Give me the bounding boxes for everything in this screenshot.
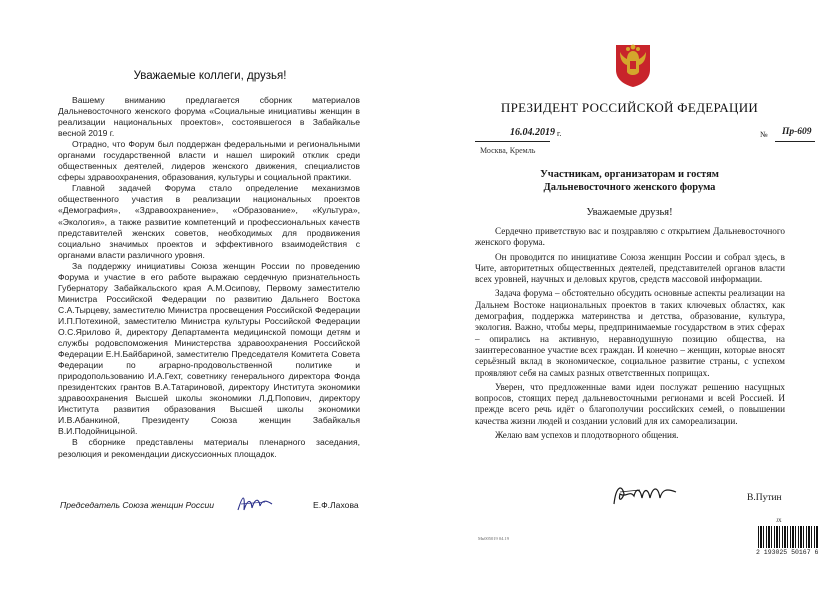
- document-date: 16.04.2019: [510, 127, 555, 138]
- document-place: Москва, Кремль: [480, 146, 536, 155]
- president-signature-icon: [610, 480, 680, 510]
- addressee-line: Дальневосточного женского форума: [543, 182, 716, 193]
- number-sign: №: [760, 130, 768, 139]
- foreword-paragraph: За поддержку инициативы Союза женщин России по проведению Форума и участие в его работе выражаю сердечную признательность Губернатору Забайкальского края А.М.Осипову, Первому заместителю Министра Российской Федерации по развитию Дальнего Востока С.А.Тырцеву, заместителю Министра просвещения Российской Федерации И.П.Потехиной, заместителю Министра культуры Российской Федерации О.С.Ярилово й, директору Департамента медицинской помощи детям и службы родовспоможения Министерства здравоохранения Российской Федерации Е.Н.Байбариной, заместителю Председателя Комитета Совета Федерации по аграрно-продовольственной политике и природопользованию И.А.Гехт, советнику генерального директора Фонда президентских грантов В.А.Татариновой, директору Института экономики здравоохранения Высшей школы экономики Л.Д.Попович, директору Института развития образования Высшей школы экономики И.В.Абанкиной, Президенту Союза женщин Забайкалья В.И.Подойницыной.: [58, 260, 360, 437]
- signatory-name: Е.Ф.Лахова: [313, 500, 359, 510]
- signatory-name: В.Путин: [747, 493, 782, 503]
- barcode-number: 2 193025 50167 6: [756, 549, 819, 556]
- letter-paragraph: Он проводится по инициативе Союза женщин России и собрал здесь, в Чите, авторитетных общественных деятелей, представителей органов власти всех уровней, научных и деловых кругов, средств массовой информации.: [475, 251, 785, 285]
- letter-paragraph: Задача форума – обстоятельно обсудить основные аспекты реализации на Дальнем Востоке национальных проектов в таких ключевых областях, как демография, поддержка материнства и детства, образование, культура, экология. Важно, чтобы меры, предпринимаемые государством в этих сферах – опирались на активную, неравнодушную позицию общества, на заинтересованное участие всех граждан. И конечно – женщин, которые вносят серьёзный вклад в экономическое, социальное развитие страны, с успехом проявляют себя на самых разных ответственных поприщах.: [475, 288, 785, 378]
- letter-paragraph: Желаю вам успехов и плодотворного общения.: [495, 430, 679, 441]
- letterhead-title: ПРЕЗИДЕНТ РОССИЙСКОЙ ФЕДЕРАЦИИ: [500, 100, 759, 115]
- barcode-tag: JX: [776, 519, 782, 524]
- foreword-body: [58, 95, 360, 460]
- foreword-paragraph: Главной задачей Форума стало определение механизмов общественного участия в реализации национальных проектов «Демография», «Здравоохранение», «Образование», «Культура», «Экология», а также развитие компетенций и профессиональных качеств представителей женских советов, необходимых для продвижения социально значимых проектов и эффективного взаимодействия с органами власти различного уровня.: [58, 183, 360, 260]
- addressee: [420, 168, 839, 194]
- letter-greeting: Уважаемые друзья!: [586, 207, 673, 218]
- foreword-title: Уважаемые коллеги, друзья!: [133, 70, 287, 82]
- presidential-letter-page: [420, 0, 839, 595]
- letter-body: [475, 226, 785, 441]
- foreword-paragraph: Вашему вниманию предлагается сборник материалов Дальневосточного женского форума «Социальные инициативы женщин в реализации национальных проектов», состоявшегося в Забайкалье весной 2019 г.: [58, 95, 360, 139]
- document-number: Пр-609: [782, 127, 812, 137]
- foreword-paragraph: В сборнике представлены материалы пленарного заседания, резолюция и рекомендации дискуссионных площадок.: [58, 437, 360, 459]
- barcode-bars: [758, 526, 818, 548]
- year-suffix: г.: [557, 129, 562, 138]
- addressee-line: Участникам, организаторам и гостям: [540, 169, 719, 180]
- coat-of-arms-icon: [613, 42, 653, 88]
- letter-paragraph: Уверен, что предложенные вами идеи послужат решению насущных вопросов, стоящих перед дальневосточными регионами и всей Россией. И прежде всего речь идёт о благополучии российских семей, о повышении качества жизни людей и создании условий для их самореализации.: [475, 381, 785, 426]
- barcode: [758, 520, 818, 562]
- handwritten-signature-icon: [235, 490, 275, 516]
- signatory-role: Председатель Союза женщин России: [60, 500, 215, 510]
- foreword-paragraph: Отрадно, что Форум был поддержан федеральными и региональными органами государственной власти и нашел широкий отклик среди общественных деятелей, лидеров женского движения, специалистов сферы здравоохранения, образования, культуры и социальной практики.: [58, 139, 360, 183]
- letter-paragraph: Сердечно приветствую вас и поздравляю с открытием Дальневосточного женского форума.: [475, 226, 785, 248]
- foreword-signature-block: [60, 490, 360, 520]
- document-code: Мк005019 04.19: [478, 536, 509, 541]
